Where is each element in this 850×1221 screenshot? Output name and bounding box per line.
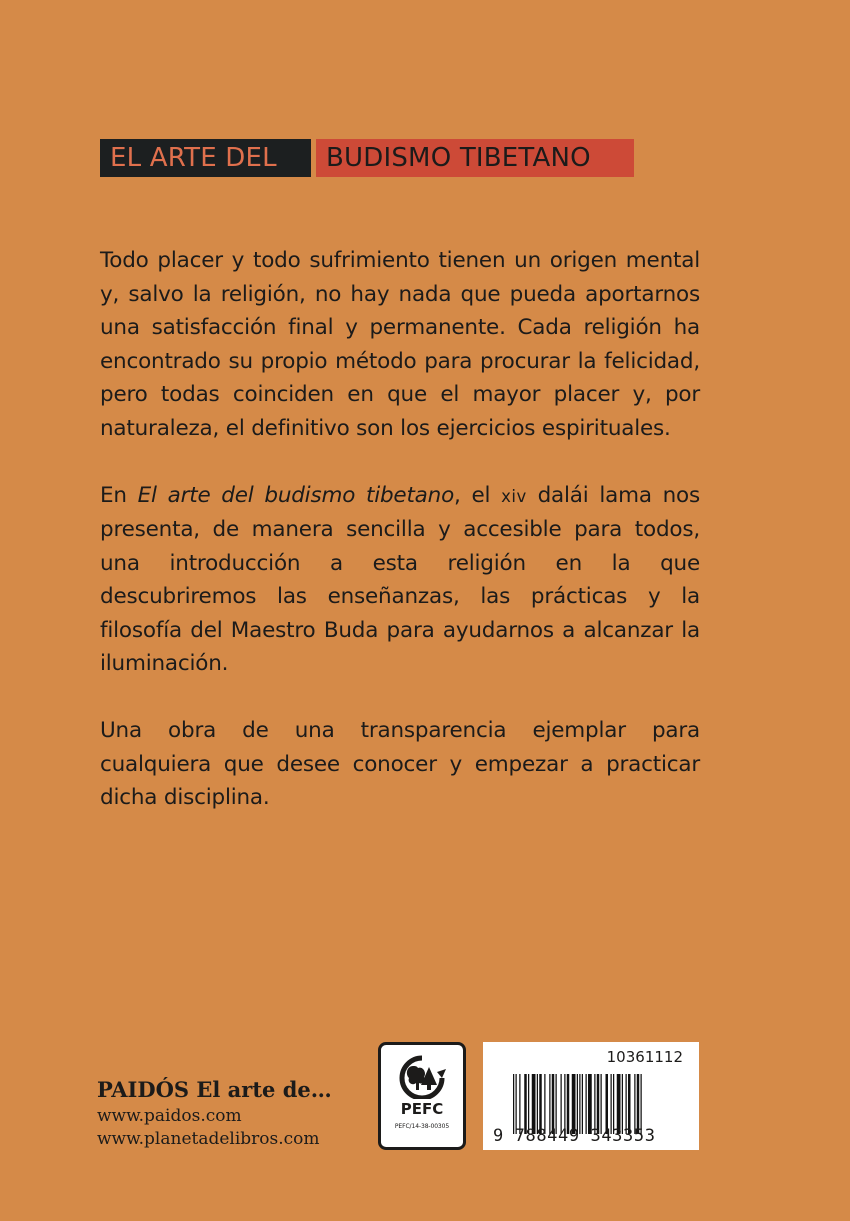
- publisher-url-paidos[interactable]: www.paidos.com: [97, 1106, 242, 1126]
- pefc-tree-icon: [396, 1055, 448, 1099]
- barcode-stripe: [516, 1074, 517, 1134]
- isbn-barcode: [483, 1042, 699, 1150]
- barcode-stripe: [582, 1074, 583, 1134]
- barcode-stripe: [513, 1074, 514, 1134]
- barcode-stripe: [577, 1074, 578, 1134]
- book-title-italic: El arte del budismo tibetano: [137, 482, 455, 508]
- barcode-stripe: [539, 1074, 542, 1134]
- barcode-stripe: [641, 1074, 642, 1134]
- barcode-stripe: [637, 1074, 640, 1134]
- publisher-brand: PAIDÓS El arte de…: [97, 1077, 332, 1102]
- barcode-stripe: [561, 1074, 562, 1134]
- publisher-url-planeta[interactable]: www.planetadelibros.com: [97, 1129, 320, 1149]
- barcode-stripe: [519, 1074, 520, 1134]
- publisher-block: [97, 1075, 332, 1151]
- barcode-stripe: [579, 1074, 580, 1134]
- synopsis-paragraph-1: Todo placer y todo sufrimiento tienen un origen mental y, salvo la religión, no hay nada que pueda aportarnos una satisfacción final y permanente. Cada religión ha encontrado su propio método para procurar la felicidad, pero todas coinciden en que el mayor placer y, por naturaleza, el definitivo son los ejercicios espirituales.: [100, 248, 700, 441]
- barcode-stripe: [549, 1074, 550, 1134]
- barcode-stripe: [564, 1074, 565, 1134]
- barcode-stripe: [628, 1074, 631, 1134]
- series-title-part1: EL ARTE DEL: [100, 139, 311, 177]
- barcode-stripe: [556, 1074, 557, 1134]
- synopsis: [100, 244, 700, 848]
- barcode-stripe: [524, 1074, 527, 1134]
- barcode-stripe: [606, 1074, 609, 1134]
- series-title-part2: BUDISMO TIBETANO: [316, 139, 634, 177]
- barcode-stripe: [611, 1074, 612, 1134]
- synopsis-p2-intro: En: [100, 482, 138, 508]
- synopsis-paragraph-3: Una obra de una transparencia ejemplar para cualquiera que desee conocer y empezar a practicar dicha disciplina.: [100, 718, 700, 810]
- barcode-stripe: [572, 1074, 576, 1134]
- isbn-number: 9 788449 343353: [493, 1126, 656, 1146]
- barcode-stripe: [634, 1074, 635, 1134]
- barcode-stripe: [528, 1074, 529, 1134]
- pefc-certification-logo: [378, 1042, 466, 1150]
- roman-numeral: xiv: [501, 486, 527, 506]
- barcode-stripe: [586, 1074, 587, 1134]
- synopsis-p2-rest: dalái lama nos presenta, de manera sencilla y accesible para todos, una introducción a esta religión en la que descubriremos las enseñanzas, las prácticas y la filosofía del Maestro Buda para ayudarnos a alcanzar la iluminación.: [100, 482, 700, 676]
- barcode-stripe: [613, 1074, 614, 1134]
- barcode-stripe: [537, 1074, 538, 1134]
- synopsis-p2-mid: , el: [454, 482, 502, 508]
- barcode-stripe: [626, 1074, 627, 1134]
- barcode-stripe: [597, 1074, 600, 1134]
- series-title: [100, 139, 634, 177]
- barcode-bars: [513, 1074, 685, 1134]
- synopsis-paragraph-2: [100, 479, 700, 681]
- pefc-code: PEFC/14-38-00305: [394, 1123, 450, 1130]
- barcode-stripe: [567, 1074, 570, 1134]
- barcode-stripe: [552, 1074, 555, 1134]
- pefc-label: PEFC: [400, 1100, 444, 1118]
- barcode-stripe: [617, 1074, 621, 1134]
- barcode-stripe: [594, 1074, 595, 1134]
- barcode-stripe: [544, 1074, 545, 1134]
- barcode-ref-number: 10361112: [606, 1048, 683, 1066]
- barcode-stripe: [588, 1074, 592, 1134]
- barcode-stripe: [622, 1074, 623, 1134]
- barcode-stripe: [601, 1074, 602, 1134]
- barcode-stripe: [532, 1074, 536, 1134]
